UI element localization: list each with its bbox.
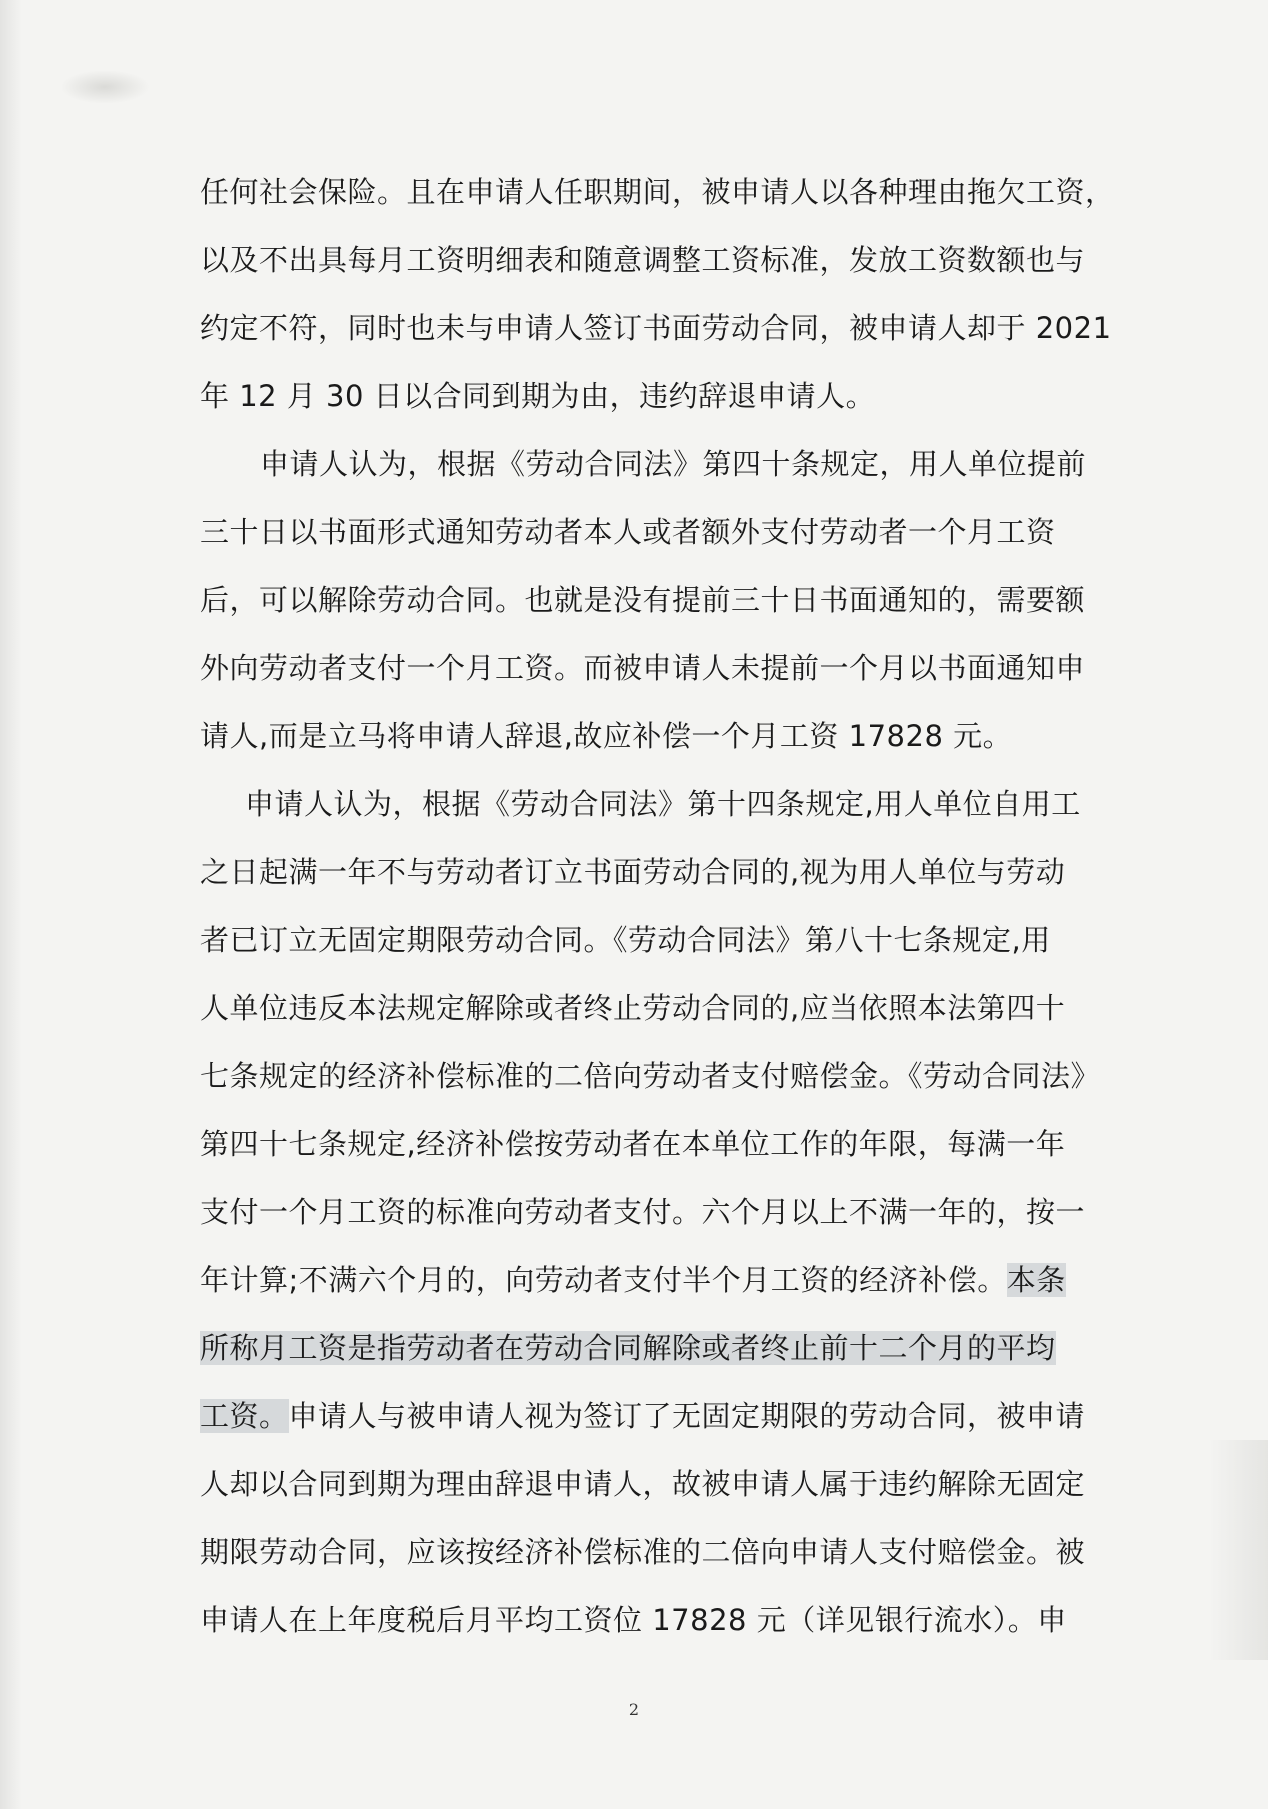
- document-body: [200, 158, 1115, 1654]
- text-line: [200, 1314, 1110, 1382]
- text-line: 之日起满一年不与劳动者订立书面劳动合同的,视为用人单位与劳动: [200, 855, 1066, 889]
- scan-shadow: [1208, 1440, 1268, 1660]
- text-line: 后，可以解除劳动合同。也就是没有提前三十日书面通知的，需要额: [200, 583, 1086, 617]
- text-line: 支付一个月工资的标准向劳动者支付。六个月以上不满一年的，按一: [200, 1195, 1086, 1229]
- text-line: 第四十七条规定,经济补偿按劳动者在本单位工作的年限，每满一年: [200, 1127, 1066, 1161]
- text-line: 人却以合同到期为理由辞退申请人，故被申请人属于违约解除无固定: [200, 1467, 1086, 1501]
- paragraph-start-line: 申请人认为，根据《劳动合同法》第四十条规定，用人单位提前: [260, 447, 1087, 481]
- highlighted-text: 本条: [1006, 1263, 1066, 1297]
- text-line: 人单位违反本法规定解除或者终止劳动合同的,应当依照本法第四十: [200, 991, 1066, 1025]
- text-line: 以及不出具每月工资明细表和随意调整工资标准，发放工资数额也与: [200, 243, 1086, 277]
- text-line: 期限劳动合同，应该按经济补偿标准的二倍向申请人支付赔偿金。被: [200, 1535, 1086, 1569]
- text-line: 请人,而是立马将申请人辞退,故应补偿一个月工资 17828 元。: [200, 719, 1013, 753]
- scan-edge: [0, 0, 22, 1809]
- text-line: 申请人在上年度税后月平均工资位 17828 元（详见银行流水）。申: [200, 1603, 1067, 1637]
- text-line: 七条规定的经济补偿标准的二倍向劳动者支付赔偿金。《劳动合同法》: [200, 1059, 1101, 1093]
- text-line: 外向劳动者支付一个月工资。而被申请人未提前一个月以书面通知申: [200, 651, 1086, 685]
- page-number: 2: [628, 1700, 640, 1719]
- highlighted-text: 工资。: [200, 1399, 289, 1433]
- scan-smudge: [60, 70, 150, 104]
- text-line: 年计算;不满六个月的，向劳动者支付半个月工资的经济补偿。本条: [200, 1263, 1066, 1297]
- text-line: 约定不符，同时也未与申请人签订书面劳动合同，被申请人却于 2021: [200, 311, 1112, 345]
- text-line: 任何社会保险。且在申请人任职期间，被申请人以各种理由拖欠工资，: [200, 175, 1115, 209]
- paragraph-start-line: 申请人认为，根据《劳动合同法》第十四条规定,用人单位自用工: [245, 787, 1081, 821]
- text-line: 年 12 月 30 日以合同到期为由，违约辞退申请人。: [200, 379, 876, 413]
- text-line: 三十日以书面形式通知劳动者本人或者额外支付劳动者一个月工资: [200, 515, 1056, 549]
- highlighted-text: 所称月工资是指劳动者在劳动合同解除或者终止前十二个月的平均: [200, 1331, 1056, 1365]
- text-line: 工资。申请人与被申请人视为签订了无固定期限的劳动合同，被申请: [200, 1399, 1086, 1433]
- text-line: 者已订立无固定期限劳动合同。《劳动合同法》第八十七条规定,用: [200, 923, 1051, 957]
